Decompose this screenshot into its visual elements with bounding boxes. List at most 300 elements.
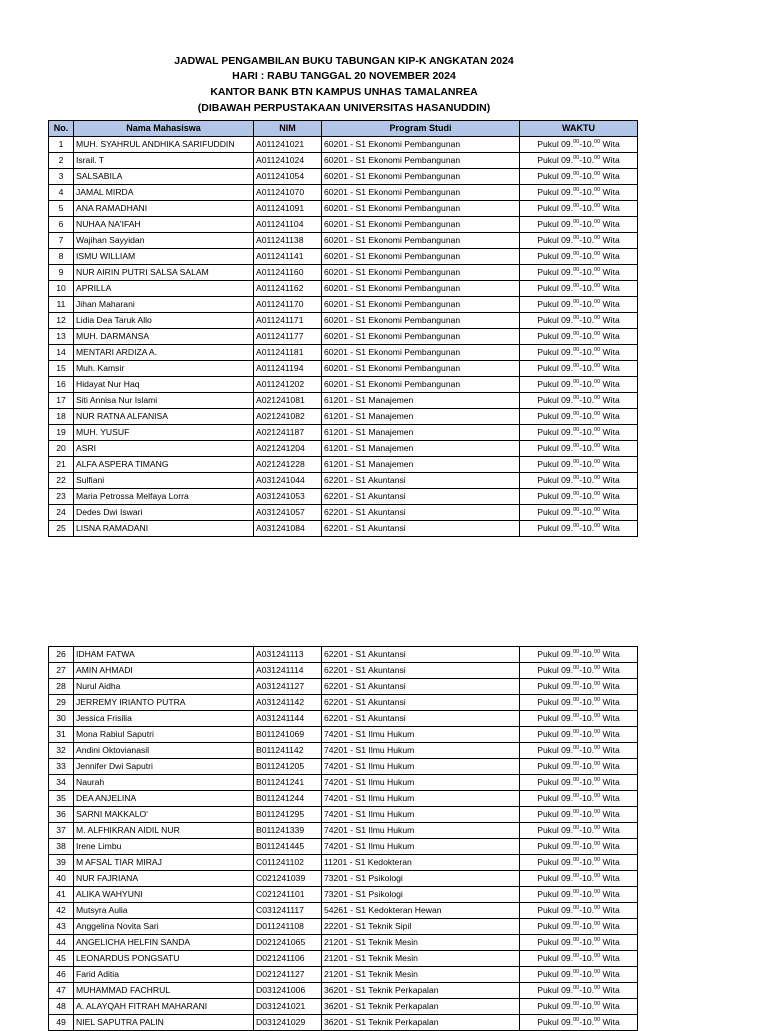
cell-nim: B011241241 xyxy=(254,775,322,791)
cell-program-studi: 73201 - S1 Psikologi xyxy=(322,887,520,903)
table-row xyxy=(49,393,638,409)
cell-waktu xyxy=(520,313,638,329)
waktu-superscript: 00 xyxy=(594,1001,601,1007)
cell-program-studi: 60201 - S1 Ekonomi Pembangunan xyxy=(322,153,520,169)
waktu-text: -10. xyxy=(579,347,595,357)
table-row xyxy=(49,329,638,345)
waktu-text: Wita xyxy=(600,475,620,485)
waktu-superscript: 00 xyxy=(594,331,601,337)
table-row xyxy=(49,679,638,695)
waktu-superscript: 00 xyxy=(573,459,580,465)
waktu-superscript: 00 xyxy=(594,315,601,321)
waktu-text: Wita xyxy=(600,507,620,517)
cell-nim: B011241244 xyxy=(254,791,322,807)
waktu-text: Wita xyxy=(600,745,620,755)
cell-no: 21 xyxy=(49,457,74,473)
waktu-text: Pukul 09. xyxy=(537,905,574,915)
cell-no: 25 xyxy=(49,521,74,537)
waktu-superscript: 00 xyxy=(594,681,601,687)
waktu-text: Pukul 09. xyxy=(537,219,574,229)
cell-program-studi: 61201 - S1 Manajemen xyxy=(322,409,520,425)
table-row xyxy=(49,185,638,201)
cell-waktu xyxy=(520,441,638,457)
cell-nama: Jennifer Dwi Saputri xyxy=(74,759,254,775)
waktu-text: Wita xyxy=(600,491,620,501)
cell-nama: NUHAA NA'IFAH xyxy=(74,217,254,233)
waktu-superscript: 00 xyxy=(594,729,601,735)
cell-program-studi: 74201 - S1 Ilmu Hukum xyxy=(322,839,520,855)
table-row xyxy=(49,345,638,361)
cell-nama: MUH. DARMANSA xyxy=(74,329,254,345)
waktu-text: Pukul 09. xyxy=(537,395,574,405)
table-body xyxy=(49,137,638,537)
cell-nim: A011241024 xyxy=(254,153,322,169)
waktu-superscript: 00 xyxy=(594,411,601,417)
waktu-text: Wita xyxy=(600,459,620,469)
table-row xyxy=(49,313,638,329)
waktu-superscript: 00 xyxy=(594,761,601,767)
waktu-superscript: 00 xyxy=(594,905,601,911)
waktu-text: Wita xyxy=(600,969,620,979)
cell-nim: A011241160 xyxy=(254,265,322,281)
cell-no: 24 xyxy=(49,505,74,521)
waktu-superscript: 00 xyxy=(573,713,580,719)
cell-waktu xyxy=(520,521,638,537)
waktu-text: -10. xyxy=(579,905,595,915)
cell-nim: C021241101 xyxy=(254,887,322,903)
cell-nim: A021241228 xyxy=(254,457,322,473)
waktu-text: -10. xyxy=(579,139,595,149)
cell-no: 1 xyxy=(49,137,74,153)
waktu-superscript: 00 xyxy=(573,395,580,401)
cell-nim: A011241021 xyxy=(254,137,322,153)
waktu-text: -10. xyxy=(579,427,595,437)
table-row xyxy=(49,759,638,775)
waktu-text: -10. xyxy=(579,809,595,819)
cell-waktu xyxy=(520,425,638,441)
cell-nama: Lidia Dea Taruk Allo xyxy=(74,313,254,329)
cell-program-studi: 60201 - S1 Ekonomi Pembangunan xyxy=(322,201,520,217)
table-header-row xyxy=(49,121,638,137)
waktu-superscript: 00 xyxy=(573,171,580,177)
waktu-superscript: 00 xyxy=(573,793,580,799)
cell-nim: A011241104 xyxy=(254,217,322,233)
cell-program-studi: 60201 - S1 Ekonomi Pembangunan xyxy=(322,281,520,297)
cell-no: 39 xyxy=(49,855,74,871)
cell-nama: MUHAMMAD FACHRUL xyxy=(74,983,254,999)
cell-nim: A011241170 xyxy=(254,297,322,313)
cell-no: 7 xyxy=(49,233,74,249)
cell-nama: LEONARDUS PONGSATU xyxy=(74,951,254,967)
cell-no: 38 xyxy=(49,839,74,855)
waktu-superscript: 00 xyxy=(594,235,601,241)
waktu-text: Pukul 09. xyxy=(537,139,574,149)
cell-nim: D021241127 xyxy=(254,967,322,983)
cell-program-studi: 36201 - S1 Teknik Perkapalan xyxy=(322,983,520,999)
cell-nama: NUR RATNA ALFANISA xyxy=(74,409,254,425)
column-header-program-studi: Program Studi xyxy=(322,121,520,137)
waktu-superscript: 00 xyxy=(573,985,580,991)
cell-program-studi: 11201 - S1 Kedokteran xyxy=(322,855,520,871)
waktu-superscript: 00 xyxy=(573,379,580,385)
waktu-text: -10. xyxy=(579,315,595,325)
waktu-text: Wita xyxy=(600,251,620,261)
waktu-text: Pukul 09. xyxy=(537,889,574,899)
waktu-text: -10. xyxy=(579,283,595,293)
cell-nama: MENTARI ARDIZA A. xyxy=(74,345,254,361)
waktu-superscript: 00 xyxy=(573,1017,580,1023)
waktu-text: Wita xyxy=(600,139,620,149)
cell-program-studi: 61201 - S1 Manajemen xyxy=(322,441,520,457)
waktu-superscript: 00 xyxy=(573,235,580,241)
waktu-text: Pukul 09. xyxy=(537,235,574,245)
waktu-text: Pukul 09. xyxy=(537,299,574,309)
location-note: (DIBAWAH PERPUSTAKAAN UNIVERSITAS HASANUDDIN) xyxy=(197,102,491,114)
cell-program-studi: 62201 - S1 Akuntansi xyxy=(322,521,520,537)
cell-program-studi: 60201 - S1 Ekonomi Pembangunan xyxy=(322,169,520,185)
table-row xyxy=(49,711,638,727)
cell-nama: Mona Rabiul Saputri xyxy=(74,727,254,743)
cell-nim: A011241181 xyxy=(254,345,322,361)
cell-program-studi: 61201 - S1 Manajemen xyxy=(322,393,520,409)
cell-program-studi: 21201 - S1 Teknik Mesin xyxy=(322,951,520,967)
waktu-superscript: 00 xyxy=(594,523,601,529)
cell-no: 13 xyxy=(49,329,74,345)
cell-nim: D031241021 xyxy=(254,999,322,1015)
waktu-text: Wita xyxy=(600,777,620,787)
cell-no: 15 xyxy=(49,361,74,377)
waktu-text: Pukul 09. xyxy=(537,267,574,277)
waktu-text: Pukul 09. xyxy=(537,475,574,485)
cell-no: 46 xyxy=(49,967,74,983)
waktu-text: -10. xyxy=(579,1017,595,1027)
cell-program-studi: 60201 - S1 Ekonomi Pembangunan xyxy=(322,361,520,377)
table-row xyxy=(49,233,638,249)
cell-waktu xyxy=(520,775,638,791)
cell-no: 3 xyxy=(49,169,74,185)
cell-waktu xyxy=(520,759,638,775)
table-body xyxy=(49,647,638,1031)
cell-nim: A031241057 xyxy=(254,505,322,521)
waktu-superscript: 00 xyxy=(594,491,601,497)
waktu-superscript: 00 xyxy=(594,459,601,465)
cell-no: 16 xyxy=(49,377,74,393)
cell-waktu xyxy=(520,855,638,871)
cell-nim: B011241069 xyxy=(254,727,322,743)
waktu-superscript: 00 xyxy=(573,825,580,831)
cell-nim: A011241177 xyxy=(254,329,322,345)
cell-waktu xyxy=(520,967,638,983)
cell-no: 29 xyxy=(49,695,74,711)
waktu-text: -10. xyxy=(579,937,595,947)
table-row xyxy=(49,887,638,903)
waktu-text: Pukul 09. xyxy=(537,985,574,995)
cell-nim: A011241171 xyxy=(254,313,322,329)
cell-nama: IDHAM FATWA xyxy=(74,647,254,663)
cell-nama: ASRI xyxy=(74,441,254,457)
waktu-superscript: 00 xyxy=(573,761,580,767)
table-row xyxy=(49,297,638,313)
cell-program-studi: 74201 - S1 Ilmu Hukum xyxy=(322,775,520,791)
cell-nim: A021241204 xyxy=(254,441,322,457)
waktu-text: -10. xyxy=(579,267,595,277)
waktu-text: Pukul 09. xyxy=(537,729,574,739)
waktu-text: Wita xyxy=(600,985,620,995)
waktu-text: Pukul 09. xyxy=(537,315,574,325)
cell-nama: JAMAL MIRDA xyxy=(74,185,254,201)
cell-waktu xyxy=(520,791,638,807)
cell-no: 43 xyxy=(49,919,74,935)
cell-program-studi: 61201 - S1 Manajemen xyxy=(322,425,520,441)
cell-nim: A011241091 xyxy=(254,201,322,217)
cell-no: 40 xyxy=(49,871,74,887)
waktu-superscript: 00 xyxy=(594,155,601,161)
waktu-text: Wita xyxy=(600,219,620,229)
waktu-superscript: 00 xyxy=(594,299,601,305)
waktu-text: Wita xyxy=(600,697,620,707)
waktu-text: Pukul 09. xyxy=(537,363,574,373)
cell-waktu xyxy=(520,887,638,903)
cell-nama: ANGELICHA HELFIN SANDA xyxy=(74,935,254,951)
waktu-text: -10. xyxy=(579,251,595,261)
cell-no: 12 xyxy=(49,313,74,329)
waktu-text: -10. xyxy=(579,921,595,931)
cell-no: 31 xyxy=(49,727,74,743)
waktu-text: -10. xyxy=(579,363,595,373)
waktu-superscript: 00 xyxy=(594,921,601,927)
cell-program-studi: 62201 - S1 Akuntansi xyxy=(322,505,520,521)
cell-waktu xyxy=(520,951,638,967)
waktu-text: Pukul 09. xyxy=(537,665,574,675)
table-row xyxy=(49,791,638,807)
waktu-superscript: 00 xyxy=(594,187,601,193)
waktu-superscript: 00 xyxy=(594,825,601,831)
table-row xyxy=(49,903,638,919)
waktu-superscript: 00 xyxy=(573,155,580,161)
cell-nama: Israil. T xyxy=(74,153,254,169)
waktu-superscript: 00 xyxy=(573,905,580,911)
waktu-text: Pukul 09. xyxy=(537,459,574,469)
waktu-text: Wita xyxy=(600,411,620,421)
waktu-text: -10. xyxy=(579,761,595,771)
waktu-superscript: 00 xyxy=(594,841,601,847)
table-row xyxy=(49,153,638,169)
waktu-superscript: 00 xyxy=(594,809,601,815)
waktu-superscript: 00 xyxy=(594,697,601,703)
waktu-superscript: 00 xyxy=(573,809,580,815)
cell-program-studi: 60201 - S1 Ekonomi Pembangunan xyxy=(322,249,520,265)
cell-nama: Hidayat Nur Haq xyxy=(74,377,254,393)
waktu-text: -10. xyxy=(579,649,595,659)
waktu-text: -10. xyxy=(579,777,595,787)
cell-nama: APRILLA xyxy=(74,281,254,297)
cell-program-studi: 62201 - S1 Akuntansi xyxy=(322,473,520,489)
waktu-text: Pukul 09. xyxy=(537,745,574,755)
cell-nim: D031241029 xyxy=(254,1015,322,1031)
cell-waktu xyxy=(520,217,638,233)
waktu-superscript: 00 xyxy=(594,665,601,671)
waktu-text: Wita xyxy=(600,347,620,357)
document-title: JADWAL PENGAMBILAN BUKU TABUNGAN KIP-K ANGKATAN 2024 xyxy=(174,55,514,67)
cell-waktu xyxy=(520,153,638,169)
waktu-text: Wita xyxy=(600,331,620,341)
cell-nim: A031241053 xyxy=(254,489,322,505)
waktu-text: Wita xyxy=(600,841,620,851)
cell-nama: NIEL SAPUTRA PALIN xyxy=(74,1015,254,1031)
table-row xyxy=(49,217,638,233)
cell-program-studi: 74201 - S1 Ilmu Hukum xyxy=(322,743,520,759)
cell-nim: A031241113 xyxy=(254,647,322,663)
cell-program-studi: 62201 - S1 Akuntansi xyxy=(322,489,520,505)
waktu-text: -10. xyxy=(579,299,595,309)
waktu-text: Pukul 09. xyxy=(537,203,574,213)
cell-nim: A011241054 xyxy=(254,169,322,185)
cell-nim: D021241106 xyxy=(254,951,322,967)
table-row xyxy=(49,169,638,185)
waktu-text: Pukul 09. xyxy=(537,187,574,197)
cell-program-studi: 60201 - S1 Ekonomi Pembangunan xyxy=(322,297,520,313)
waktu-superscript: 00 xyxy=(573,475,580,481)
cell-no: 23 xyxy=(49,489,74,505)
waktu-text: -10. xyxy=(579,459,595,469)
waktu-superscript: 00 xyxy=(573,697,580,703)
cell-no: 42 xyxy=(49,903,74,919)
cell-program-studi: 60201 - S1 Ekonomi Pembangunan xyxy=(322,217,520,233)
cell-nim: A011241070 xyxy=(254,185,322,201)
waktu-text: Wita xyxy=(600,873,620,883)
waktu-text: Wita xyxy=(600,761,620,771)
cell-no: 14 xyxy=(49,345,74,361)
waktu-text: -10. xyxy=(579,187,595,197)
waktu-superscript: 00 xyxy=(573,729,580,735)
table-row xyxy=(49,265,638,281)
cell-no: 49 xyxy=(49,1015,74,1031)
cell-nama: ANA RAMADHANI xyxy=(74,201,254,217)
cell-program-studi: 73201 - S1 Psikologi xyxy=(322,871,520,887)
column-header-no: No. xyxy=(49,121,74,137)
cell-nama: SARNI MAKKALO' xyxy=(74,807,254,823)
waktu-superscript: 00 xyxy=(594,953,601,959)
cell-nim: C021241039 xyxy=(254,871,322,887)
table-row xyxy=(49,457,638,473)
waktu-text: -10. xyxy=(579,729,595,739)
table-row xyxy=(49,695,638,711)
waktu-text: Wita xyxy=(600,187,620,197)
cell-nim: A031241127 xyxy=(254,679,322,695)
cell-no: 36 xyxy=(49,807,74,823)
waktu-superscript: 00 xyxy=(594,267,601,273)
waktu-superscript: 00 xyxy=(594,379,601,385)
waktu-text: Pukul 09. xyxy=(537,713,574,723)
waktu-text: Wita xyxy=(600,395,620,405)
waktu-text: Pukul 09. xyxy=(537,857,574,867)
table-row xyxy=(49,281,638,297)
cell-waktu xyxy=(520,505,638,521)
cell-waktu xyxy=(520,663,638,679)
cell-nim: A011241202 xyxy=(254,377,322,393)
cell-nama: A. ALAYQAH FITRAH MAHARANI xyxy=(74,999,254,1015)
cell-no: 45 xyxy=(49,951,74,967)
cell-nama: SALSABILA xyxy=(74,169,254,185)
cell-waktu xyxy=(520,345,638,361)
cell-nama: Jihan Maharani xyxy=(74,297,254,313)
waktu-text: -10. xyxy=(579,969,595,979)
waktu-superscript: 00 xyxy=(594,745,601,751)
cell-waktu xyxy=(520,823,638,839)
waktu-text: Wita xyxy=(600,171,620,181)
waktu-superscript: 00 xyxy=(573,937,580,943)
waktu-text: -10. xyxy=(579,443,595,453)
cell-no: 26 xyxy=(49,647,74,663)
waktu-superscript: 00 xyxy=(573,283,580,289)
waktu-superscript: 00 xyxy=(594,649,601,655)
waktu-superscript: 00 xyxy=(573,507,580,513)
waktu-text: Pukul 09. xyxy=(537,1001,574,1011)
cell-nama: M AFSAL TIAR MIRAJ xyxy=(74,855,254,871)
waktu-superscript: 00 xyxy=(573,251,580,257)
table-row xyxy=(49,823,638,839)
cell-waktu xyxy=(520,647,638,663)
cell-no: 41 xyxy=(49,887,74,903)
cell-nama: LISNA RAMADANI xyxy=(74,521,254,537)
waktu-superscript: 00 xyxy=(594,171,601,177)
cell-nim: A031241044 xyxy=(254,473,322,489)
waktu-superscript: 00 xyxy=(573,523,580,529)
waktu-superscript: 00 xyxy=(594,283,601,289)
waktu-text: Wita xyxy=(600,713,620,723)
table-row xyxy=(49,473,638,489)
waktu-text: Wita xyxy=(600,889,620,899)
cell-nama: Maria Petrossa Melfaya Lorra xyxy=(74,489,254,505)
waktu-superscript: 00 xyxy=(573,427,580,433)
cell-waktu xyxy=(520,999,638,1015)
cell-nama: Naurah xyxy=(74,775,254,791)
cell-no: 2 xyxy=(49,153,74,169)
waktu-text: Pukul 09. xyxy=(537,969,574,979)
waktu-superscript: 00 xyxy=(594,347,601,353)
cell-nama: Anggelina Novita Sari xyxy=(74,919,254,935)
waktu-superscript: 00 xyxy=(573,889,580,895)
cell-program-studi: 74201 - S1 Ilmu Hukum xyxy=(322,727,520,743)
waktu-text: -10. xyxy=(579,1001,595,1011)
waktu-text: Pukul 09. xyxy=(537,411,574,421)
cell-waktu xyxy=(520,233,638,249)
waktu-superscript: 00 xyxy=(573,411,580,417)
cell-nama: Nurul Aidha xyxy=(74,679,254,695)
waktu-text: Wita xyxy=(600,809,620,819)
table-row xyxy=(49,377,638,393)
waktu-superscript: 00 xyxy=(573,745,580,751)
cell-waktu xyxy=(520,695,638,711)
waktu-text: Wita xyxy=(600,729,620,739)
cell-program-studi: 62201 - S1 Akuntansi xyxy=(322,663,520,679)
cell-program-studi: 60201 - S1 Ekonomi Pembangunan xyxy=(322,137,520,153)
table-row xyxy=(49,361,638,377)
cell-program-studi: 62201 - S1 Akuntansi xyxy=(322,695,520,711)
cell-nim: D021241065 xyxy=(254,935,322,951)
table-row xyxy=(49,951,638,967)
waktu-text: -10. xyxy=(579,331,595,341)
cell-nim: B011241339 xyxy=(254,823,322,839)
waktu-text: -10. xyxy=(579,665,595,675)
waktu-superscript: 00 xyxy=(594,873,601,879)
waktu-text: Pukul 09. xyxy=(537,697,574,707)
cell-no: 27 xyxy=(49,663,74,679)
cell-program-studi: 36201 - S1 Teknik Perkapalan xyxy=(322,1015,520,1031)
cell-program-studi: 62201 - S1 Akuntansi xyxy=(322,679,520,695)
cell-no: 17 xyxy=(49,393,74,409)
waktu-text: -10. xyxy=(579,681,595,691)
